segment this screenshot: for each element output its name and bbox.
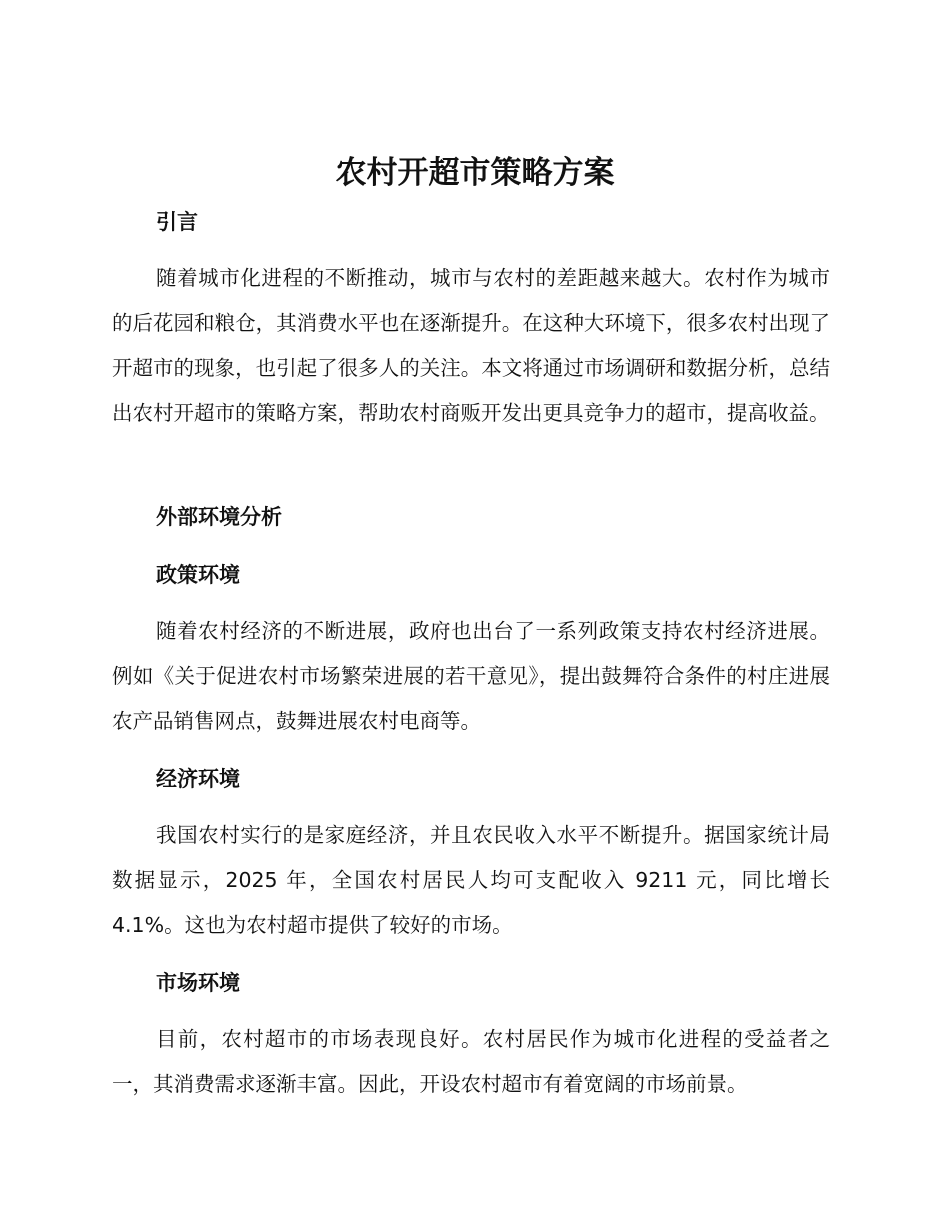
paragraph-market-environment: 目前，农村超市的市场表现良好。农村居民作为城市化进程的受益者之一，其消费需求逐渐丰富。因此，开设农村超市有着宽阔的市场前景。 [112,1027,830,1096]
heading-economic-environment: 经济环境 [156,767,240,791]
paragraph-introduction: 随着城市化进程的不断推动，城市与农村的差距越来越大。农村作为城市的后花园和粮仓，其消费水平也在逐渐提升。在这种大环境下，很多农村出现了开超市的现象，也引起了很多人的关注。本文将通过市场调研和数据分析，总结出农村开超市的策略方案，帮助农村商贩开发出更具竞争力的超市，提高收益。 [112,266,830,425]
paragraph-policy-environment: 随着农村经济的不断进展，政府也出台了一系列政策支持农村经济进展。例如《关于促进农村市场繁荣进展的若干意见》，提出鼓舞符合条件的村庄进展农产品销售网点，鼓舞进展农村电商等。 [112,619,830,733]
heading-policy-environment: 政策环境 [156,563,240,587]
document-title: 农村开超市策略方案 [335,155,615,191]
heading-external-analysis: 外部环境分析 [156,505,282,529]
heading-introduction: 引言 [156,210,198,234]
paragraph-economic-environment: 我国农村实行的是家庭经济，并且农民收入水平不断提升。据国家统计局数据显示，2025 年，全国农村居民人均可支配收入 9211 元，同比增长 4.1%。这也为农村超市提供了较好的市场。 [112,823,830,937]
heading-market-environment: 市场环境 [156,971,240,995]
